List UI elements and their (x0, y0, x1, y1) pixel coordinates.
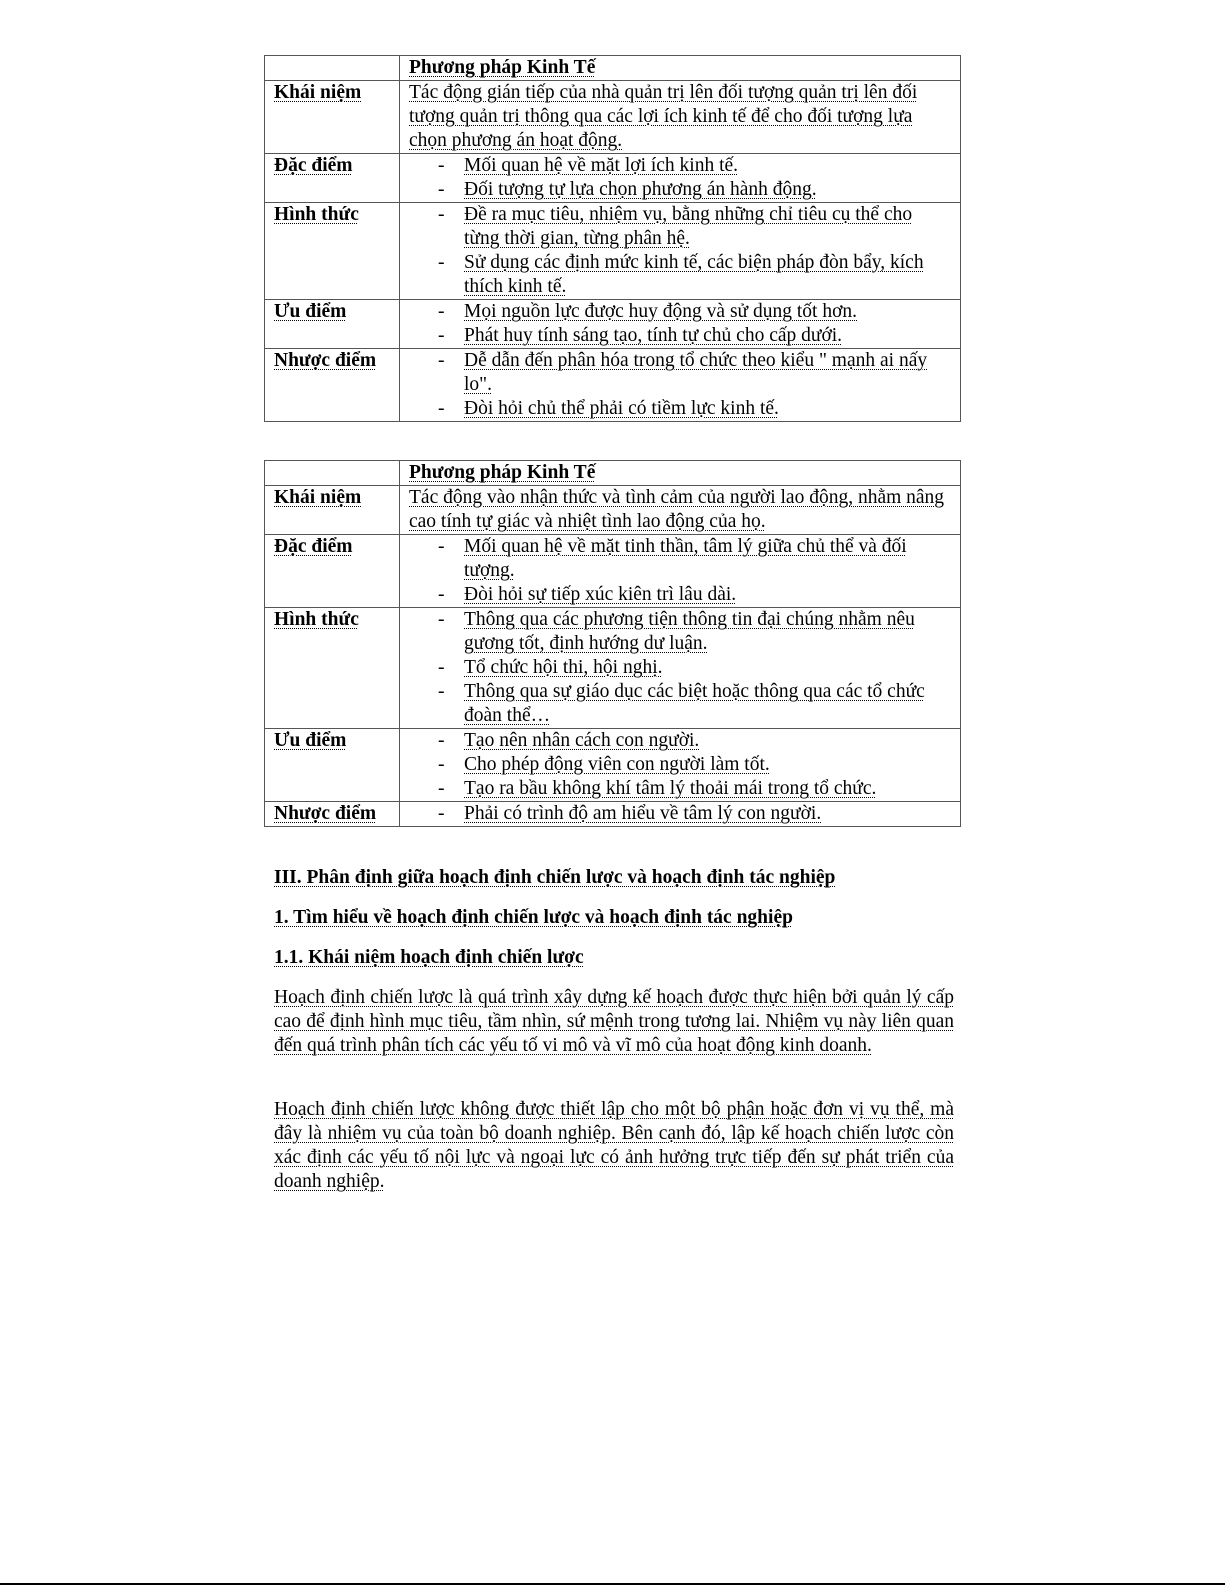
row-label: Ưu điểm (274, 301, 347, 322)
paragraph: Hoạch định chiến lược là quá trình xây dựng kế hoạch được thực hiện bởi quản lý cấp cao để định hình mục tiêu, tầm nhìn, sứ mệnh trong tương lai. Nhiệm vụ này liên quan đến quá trình phân tích các yếu tố vi mô và vĩ mô của hoạt động kinh doanh. (274, 987, 954, 1056)
row-label: Hình thức (274, 204, 359, 225)
section-heading-1-1: 1.1. Khái niệm hoạch định chiến lược (274, 947, 584, 968)
list-item: - Cho phép động viên con người làm tốt. (409, 753, 952, 777)
table-row (265, 81, 961, 154)
header-empty-cell (265, 56, 400, 81)
row-label: Nhược điểm (274, 350, 377, 371)
list-item: - Đòi hỏi sự tiếp xúc kiên trì lâu dài. (409, 583, 952, 607)
row-text: Tác động vào nhận thức và tình cảm của người lao động, nhằm nâng cao tính tự giác và nhiệt tình lao động của họ. (409, 487, 945, 532)
row-label: Đặc điểm (274, 536, 353, 557)
section-heading-main: III. Phân định giữa hoạch định chiến lược và hoạch định tác nghiệp (274, 867, 836, 888)
row-label: Đặc điểm (274, 155, 353, 176)
list-item: - Dễ dẫn đến phân hóa trong tổ chức theo kiểu " mạnh ai nấy lo". (409, 349, 952, 397)
list-item: - Phải có trình độ am hiểu về tâm lý con người. (409, 802, 952, 826)
table-row (265, 349, 961, 422)
list-item: - Mối quan hệ về mặt tinh thần, tâm lý giữa chủ thể và đối tượng. (409, 535, 952, 583)
list-item: - Mối quan hệ về mặt lợi ích kinh tế. (409, 154, 952, 178)
row-label: Hình thức (274, 609, 359, 630)
section-heading-1: 1. Tìm hiểu về hoạch định chiến lược và hoạch định tác nghiệp (274, 907, 793, 928)
table-row (265, 729, 961, 802)
table-row (265, 203, 961, 300)
header-empty-cell (265, 461, 400, 486)
table-header-row (265, 461, 961, 486)
table-row (265, 535, 961, 608)
table-header: Phương pháp Kinh Tế (409, 57, 596, 78)
psychological-method-table (264, 460, 961, 827)
row-label: Khái niệm (274, 82, 362, 103)
list-item: - Sử dụng các định mức kinh tế, các biện pháp đòn bẩy, kích thích kinh tế. (409, 251, 952, 299)
list-item: - Đề ra mục tiêu, nhiệm vụ, bằng những chỉ tiêu cụ thể cho từng thời gian, từng phân hệ. (409, 203, 952, 251)
economic-method-table (264, 55, 961, 422)
list-item: - Đòi hỏi chủ thể phải có tiềm lực kinh tế. (409, 397, 952, 421)
row-label: Nhược điểm (274, 803, 377, 824)
table-row (265, 154, 961, 203)
table-row (265, 608, 961, 729)
table-row (265, 802, 961, 827)
list-item: - Tạo nên nhân cách con người. (409, 729, 952, 753)
table-row (265, 486, 961, 535)
table-header: Phương pháp Kinh Tế (409, 462, 596, 483)
list-item: - Tổ chức hội thi, hội nghị. (409, 656, 952, 680)
paragraph: Hoạch định chiến lược không được thiết lập cho một bộ phận hoặc đơn vị vụ thể, mà đây là nhiệm vụ của toàn bộ doanh nghiệp. Bên cạnh đó, lập kế hoạch chiến lược còn xác định các yếu tố nội lực và ngoại lực có ảnh hưởng trực tiếp đến sự phát triển của doanh nghiệp. (274, 1099, 954, 1192)
list-item: - Thông qua các phương tiện thông tin đại chúng nhằm nêu gương tốt, định hướng dư luận. (409, 608, 952, 656)
list-item: - Tạo ra bầu không khí tâm lý thoải mái trong tổ chức. (409, 777, 952, 801)
list-item: - Mọi nguồn lực được huy động và sử dụng tốt hơn. (409, 300, 952, 324)
table-row (265, 300, 961, 349)
row-text: Tác động gián tiếp của nhà quản trị lên đối tượng quản trị lên đối tượng quản trị thông qua các lợi ích kinh tế để cho đối tượng lựa chọn phương án hoạt động. (409, 82, 918, 151)
list-item: - Thông qua sự giáo dục các biệt hoặc thông qua các tổ chức đoàn thể… (409, 680, 952, 728)
row-label: Khái niệm (274, 487, 362, 508)
table-header-row (265, 56, 961, 81)
row-label: Ưu điểm (274, 730, 347, 751)
list-item: - Đối tượng tự lựa chọn phương án hành động. (409, 178, 952, 202)
list-item: - Phát huy tính sáng tạo, tính tự chủ cho cấp dưới. (409, 324, 952, 348)
